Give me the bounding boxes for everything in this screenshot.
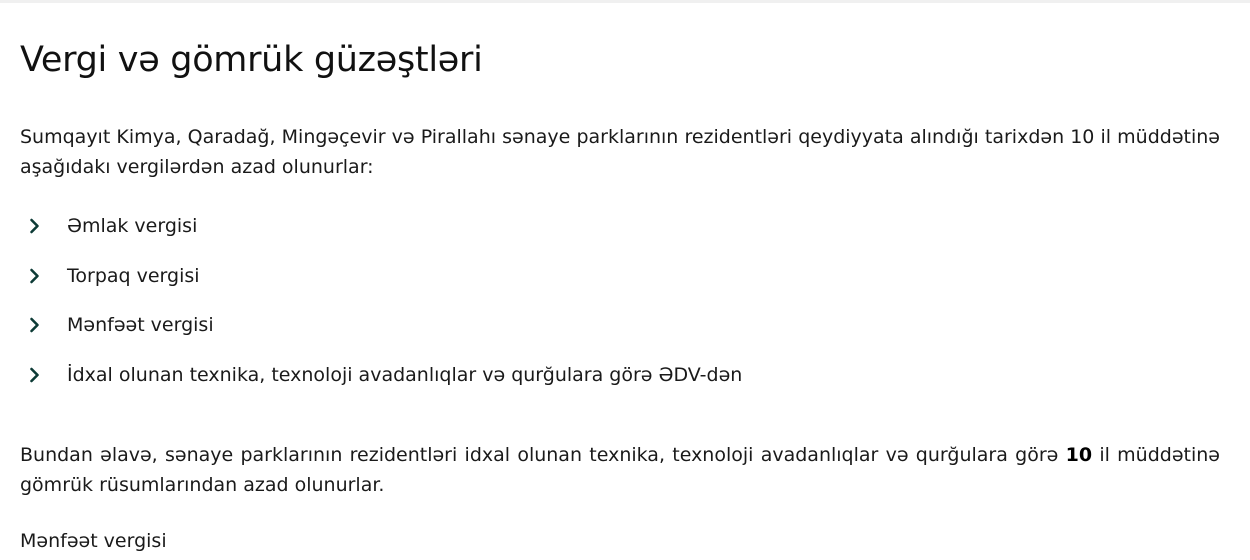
- customs-years: 10: [1065, 444, 1093, 466]
- list-item-label: İdxal olunan texnika, texnoloji avadanlıqlar və qurğulara görə ƏDV-dən: [67, 363, 743, 386]
- page-title: Vergi və gömrük güzəştləri: [20, 40, 483, 80]
- top-divider: [0, 0, 1250, 3]
- list-item: [20, 259, 1220, 309]
- next-section-heading-partial: Mənfəət vergisi: [20, 530, 167, 552]
- list-item-label: Əmlak vergisi: [67, 215, 198, 237]
- customs-paragraph: [20, 440, 1220, 500]
- intro-paragraph: Sumqayıt Kimya, Qaradağ, Mingəçevir və Pirallahı sənaye parklarının rezidentləri qeydiyyata alındığı tarixdən 10 il müddətinə aşağıdakı vergilərdən azad olunurlar:: [20, 126, 1220, 178]
- customs-text-before: Bundan əlavə, sənaye parklarının rezidentləri idxal olunan texnika, texnoloji avadanlıqlar və qurğulara görə: [20, 444, 1066, 466]
- list-item: [20, 209, 1220, 259]
- list-item-label: Torpaq vergisi: [67, 264, 200, 287]
- exemption-list: [20, 209, 1220, 407]
- list-item-label: Mənfəət vergisi: [67, 314, 214, 336]
- customs-text-after: il müddətinə gömrük rüsumlarından azad olunurlar.: [20, 444, 1220, 496]
- chevron-right-icon: [20, 358, 67, 392]
- chevron-right-icon: [20, 259, 67, 293]
- chevron-right-icon: [20, 308, 67, 342]
- chevron-right-icon: [20, 209, 67, 243]
- list-item: [20, 358, 1220, 408]
- list-item: [20, 308, 1220, 358]
